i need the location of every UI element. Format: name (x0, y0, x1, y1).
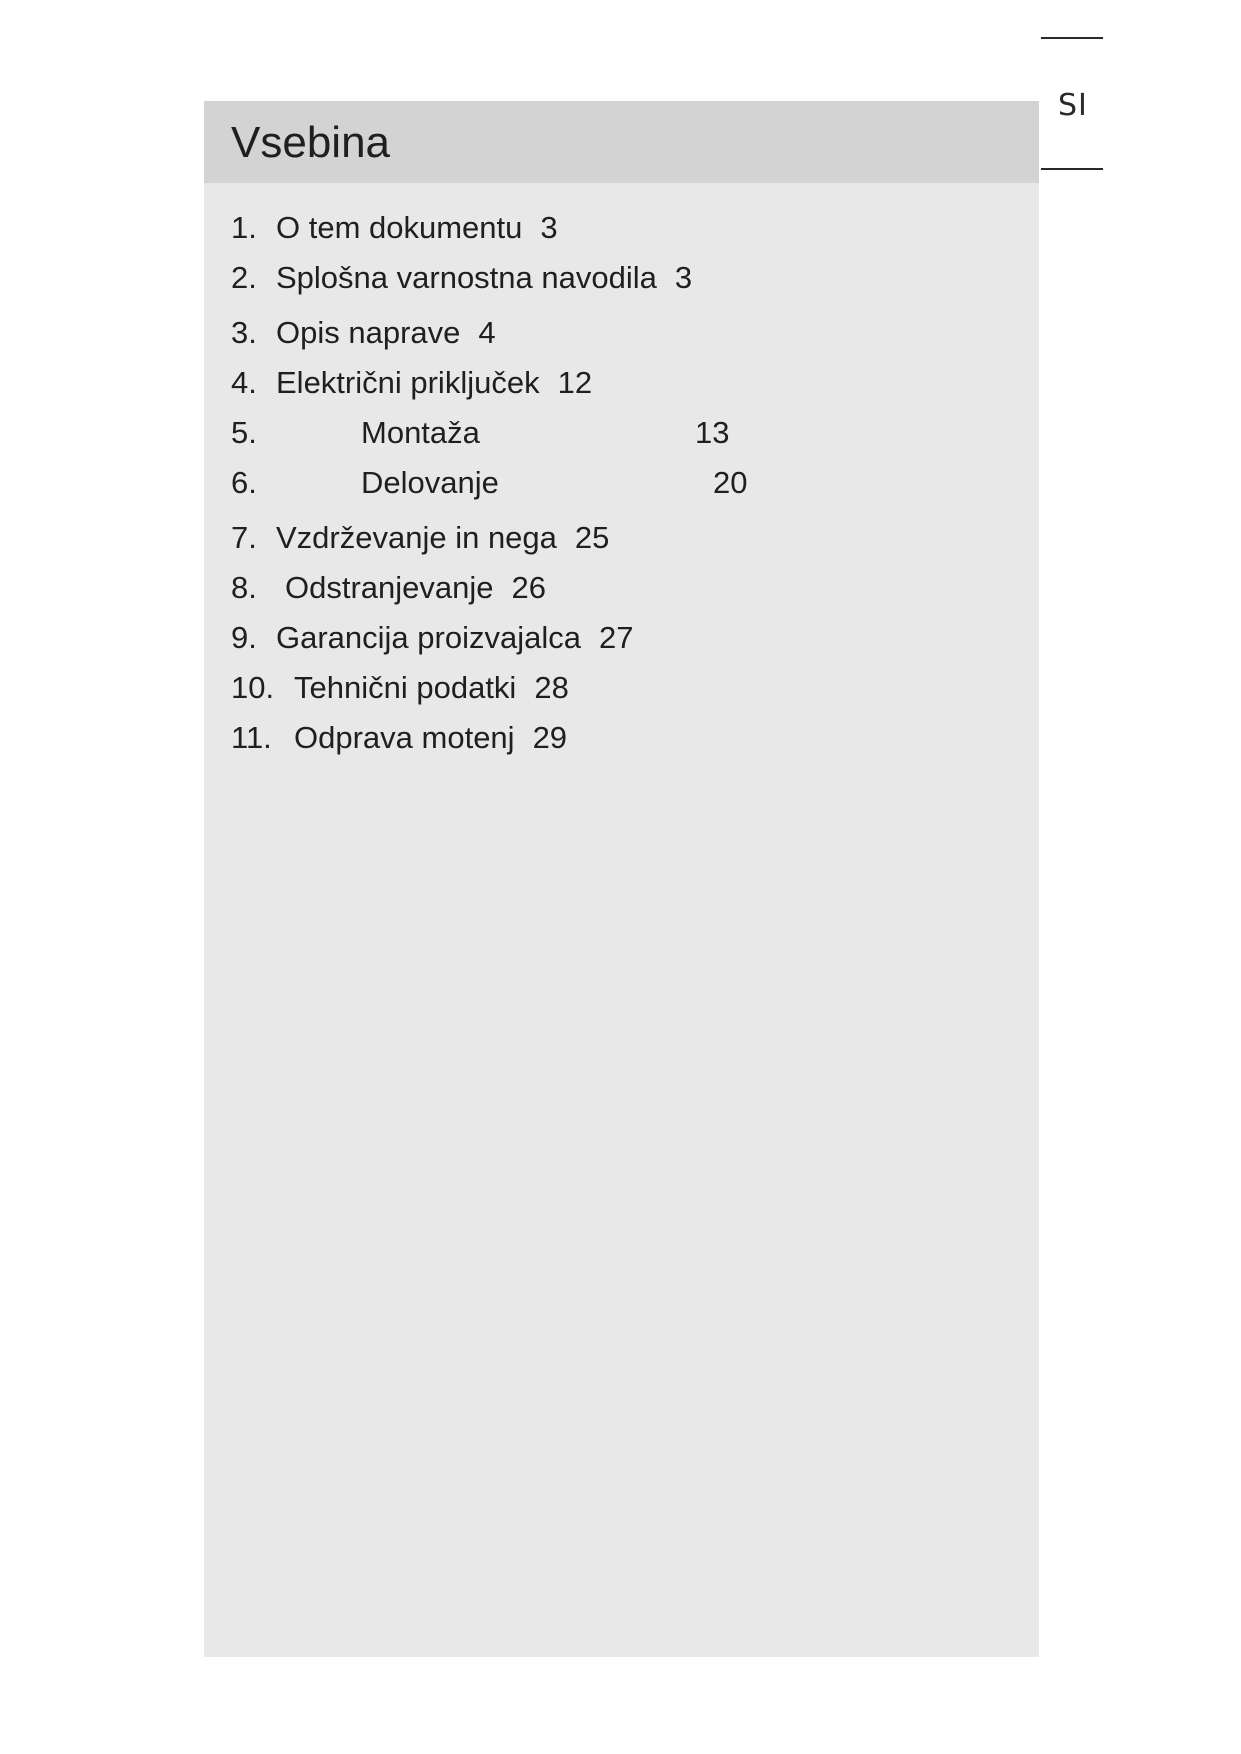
toc-item-title: Opis naprave (276, 315, 461, 350)
toc-item-technical-data[interactable] (231, 663, 692, 713)
toc-item-electrical-connection[interactable] (231, 358, 692, 408)
toc-item-title: Odstranjevanje (285, 570, 494, 605)
toc-item-page: 27 (598, 620, 634, 655)
table-of-contents-panel (204, 101, 1039, 1657)
language-tab-bottom-rule (1041, 168, 1103, 170)
toc-item-operation[interactable] (231, 458, 748, 508)
toc-item-number: 6. (231, 465, 257, 500)
toc-item-number: 5. (231, 415, 257, 450)
toc-item-title: Tehnični podatki (294, 670, 517, 705)
toc-item-title: Montaža (361, 415, 480, 450)
toc-item-number: 10. (231, 670, 275, 705)
toc-item-disposal[interactable] (231, 563, 692, 613)
toc-item-number: 4. (231, 365, 257, 400)
toc-item-page: 20 (713, 465, 748, 500)
toc-item-page: 13 (695, 415, 730, 450)
toc-item-title: Električni priključek (276, 365, 540, 400)
toc-item-troubleshooting[interactable] (231, 713, 692, 763)
toc-item-installation[interactable] (231, 408, 730, 458)
toc-header (204, 101, 1039, 183)
toc-item-warranty[interactable] (231, 613, 692, 663)
toc-item-number: 9. (231, 620, 257, 655)
toc-title: Vsebina (231, 118, 391, 167)
toc-item-number: 1. (231, 210, 257, 245)
toc-item-title: Garancija proizvajalca (276, 620, 581, 655)
toc-item-number: 7. (231, 520, 257, 555)
toc-item-page: 3 (540, 210, 558, 245)
toc-item-page: 28 (534, 670, 569, 705)
toc-item-title: Splošna varnostna navodila (276, 260, 657, 295)
toc-item-page: 4 (478, 315, 496, 350)
toc-item-page: 3 (674, 260, 693, 295)
toc-item-number: 8. (231, 570, 257, 605)
toc-item-page: 29 (532, 720, 568, 755)
toc-item-number: 11. (231, 720, 272, 755)
toc-item-title: Vzdrževanje in nega (276, 520, 557, 555)
toc-item-title: O tem dokumentu (276, 210, 523, 245)
toc-item-page: 12 (557, 365, 593, 400)
toc-item-title: Delovanje (361, 465, 499, 500)
language-code: SI (1058, 88, 1088, 123)
toc-list (231, 203, 748, 763)
toc-item-page: 25 (574, 520, 610, 555)
toc-item-number: 3. (231, 315, 257, 350)
toc-item-title: Odprava motenj (294, 720, 515, 755)
toc-item-maintenance[interactable] (231, 513, 692, 563)
toc-item-safety-instructions[interactable] (231, 253, 692, 303)
toc-item-page: 26 (511, 570, 546, 605)
language-tab-top-rule (1041, 37, 1103, 39)
toc-item-number: 2. (231, 260, 257, 295)
toc-item-about-document[interactable] (231, 203, 692, 253)
toc-item-device-description[interactable] (231, 308, 692, 358)
